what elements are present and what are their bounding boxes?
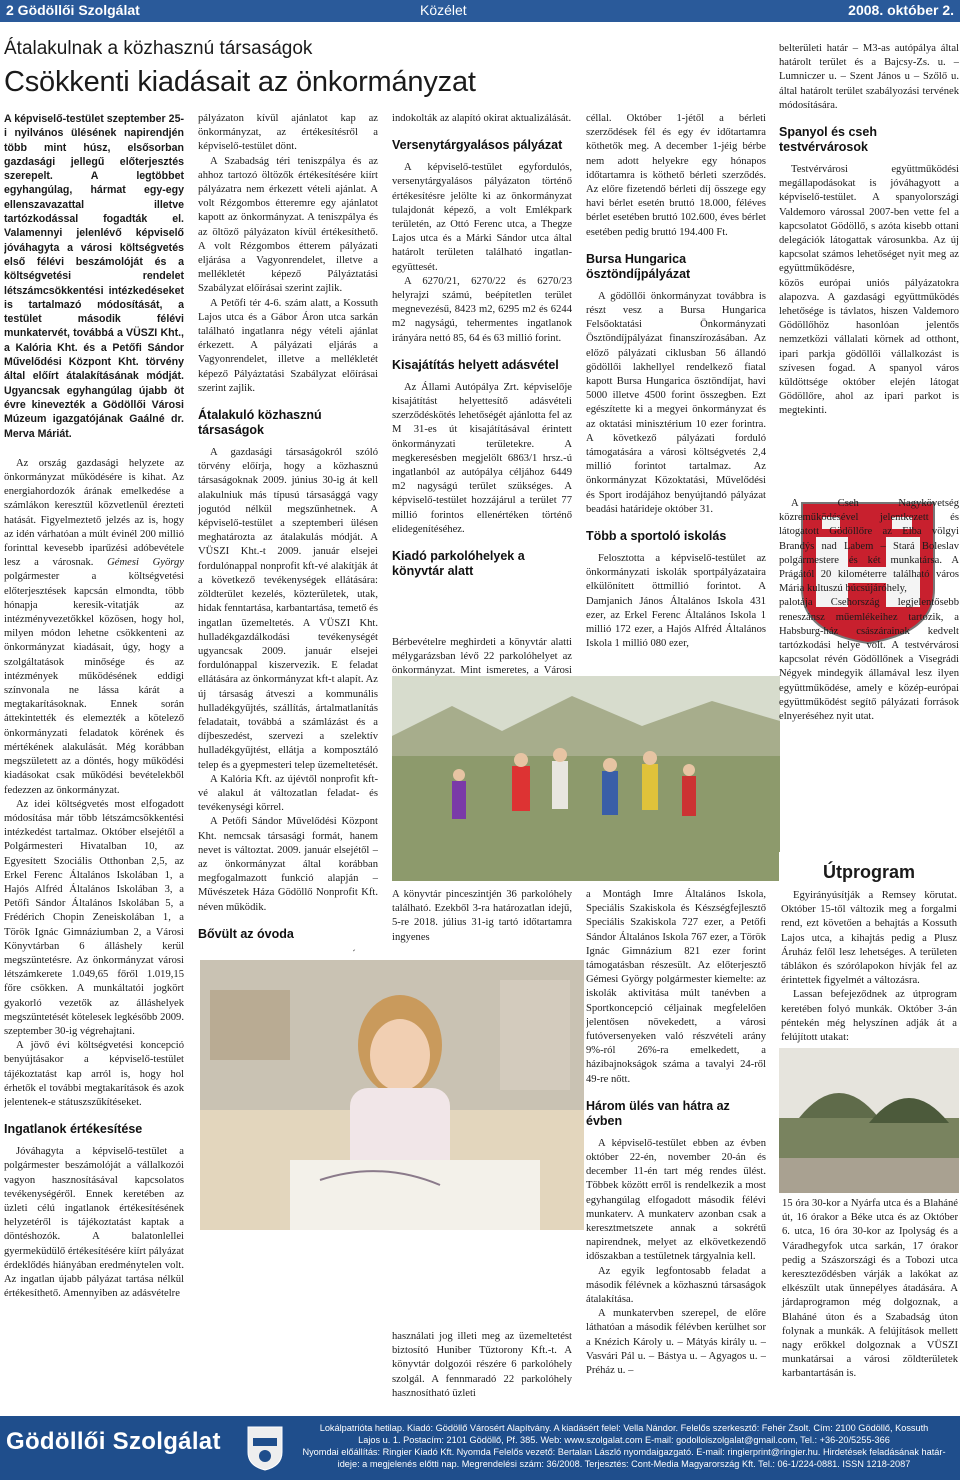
paragraph: A gödöllői önkormányzat továbbra is részt vesz a Bursa Hungarica Felsőoktatási Önkormányzati Ösztöndíjpályázat finanszírozásában. Az előző pályázati ciklusban 56 állandó gödöllői lakhellyel rendelkező fiatal kapott Bursa Hungarica ösztöndíjat, havi 5000 illetve 4500 forint összegben. Ezt egészítette ki a megyei önkormányzat és az oktatási minisztérium 10 ezer forintra. A következő pályázati forduló támogatására a városi költségvetés 2,4 millió forintot tartalmaz. Az önkormányzat Közoktatási, Művelődési és Sport irodájához benyújtandó pályázat beadási határideje október 31. [586,290,766,515]
section-name: Közélet [420,2,467,18]
paragraph: A 6270/21, 6270/22 és 6270/23 helyrajzi számú, beépítetlen terület megnevezésű, 8423 m2, 6295 m2 és 6244 m2 nagyságú, tehermentes ingatlanok irányára nettó 85, 64 és 63 millió forint. [392,275,572,344]
article-kicker: Átalakulnak a közhasznú társaságok [4,38,313,59]
page-header-bar [0,0,960,22]
paragraph: Testvérvárosi együttműködési megállapodásokat is jóváhagyott a képviselő-testület. A spanyolországi Valdemoro várossal 2007-ben vette fel a kapcsolatot Gödöllő, s azóta kisebb ottani delegációk látogattak városunkba. Az új kapcsolat számos lehetőséget nyit meg az együttműködésre, [779,164,959,275]
subheading: Ingatlanok értékesítése [4,1122,143,1137]
paragraph: A könyvtár pinceszintjén 36 parkolóhely található. Ezekből 3-ra határozatlan idejű, 5-re 2018. július 31-ig tartó időtartamra ingyenes [392,889,572,943]
paragraph: belterületi határ – M3-as autópálya által határolt terület és a Bajcsy-Zs. u. – Lumniczer u. – Szent János u – Szőlő u. által határolt terület szabályozási tervének módosítására. [779,43,959,111]
column-5-lower [779,497,959,857]
paragraph: A képviselő-testület ebben az évben október 22-én, november 20-án és december 11-én tart még rendes ülést. Többek között erről is rendelkezik a most egyhangúlag elfogadott második félévi munkaterv. A munkaterv azonban csak a keresztmetszete annak a sokrétű napirendnek, melyet az elkövetkezendő időszakban a testületnek tárgyalnia kell. [586,1137,766,1263]
column-4 [586,112,766,676]
paragraph: használati jog illeti meg az üzemeltetést biztosító Huniber Tűztorony Kft.-t. A könyvtár dolgozói részére 6 parkolóhely szolgál. A fennmaradó 22 parkolóhely hasznosítható üzleti [392,1331,572,1399]
imprint-line-3: Nyomdai előállítás: Ringier Kiadó Kft. Nyomda Felelős vezető: Bertalan László nyomdaigazgató. E-mail: ringierprint@ringier.hu. Hirdetések feladásának határ- [302,1447,946,1457]
paragraph: A Petőfi Sándor Művelődési Központ Kht. nemcsak társasági formát, hanem nevet is változtat. 2009. január elsejétől – az önkormányzat által korábban megfogalmazott funkció alapján – Művészetek Háza Gödöllő Nonprofit Kft. néven működik. [198,816,378,913]
paragraph: Az ország gazdasági helyzete az önkormányzat működésére is kihat. Az energiahordozók árának emelkedése a számlákon keresztül közvetlenül érezteti hatását. Figyelmeztető jelzés az is, hogy az idén várhatóan a múlt évinél 200 millió forinttal kevesebb iparűzési adóbevétele lesz a városnak. Gémesi György polgármester a költségvetési előterjesztések kapcsán elmondta, több hónapja keresik-vitatják az intézményvezetőkkel közösen, hogy hol, milyen módon lehetne csökkenteni az önkormányzat kiadásait, úgy, hogy a szolgáltatások minősége és az intézmények működésének eddigi színvonala ne lássa kárát a megtakarításoknak. Ennek során áttekintették és elemezték a kötelező önkormányzati feladatok körének és mértékének alakulását. Még korábban megszületett az a döntés, hogy működési kiadásokat csak működési bevételekből fedezzen az önkormányzat. [4,457,184,796]
paragraph: Lassan befejeződnek az útprogram keretében folyó munkák. Október 3-án péntekén még helyszínen adják át a felújított utakat: [781,989,957,1044]
paragraph: A képviselő-testület egyfordulós, versenytárgyalásos pályázaton történő értékesítésre jelölte ki az önkormányzat tulajdonát képező, a volt Emlékpark területén, az Ottó Ferenc utca, a Thegze Lajos utca és a Márki Sándor utca által határolt területen található ingatlan-együttesét. [392,162,572,273]
imprint-line-4: ideje: a megjelenés előtti nap. Megrendelési szám: 36/2008. Terjesztés: Cont-Media Magyarország Kft. Tel.: 06-1/224-0881. ISSN 1218-2087 [337,1459,911,1469]
paragraph: Egyirányúsítják a Remsey körutat. Október 15-től változik meg a forgalmi rend, ezt követően a behajtás a Kossuth Lajos utca, a kihajtás pedig a Plusz Áruház felől lesz lehetséges. A területen táblákon és szórólapokon hívják fel az érintettek figyelmét a változásra. [781,890,957,987]
paragraph: Az idei költségvetés most elfogadott módosítása már több létszámcsökkentési intézkedést tartalmaz. Október elsejétől a Polgármesteri Hivatalban 10, az Egyesített Szociális Otthonban 2,5, az Erkel Ferenc Általános Iskolában 1, a Hajós Alfréd Általános Iskolában 3, a Petőfi Sándor Általános Iskolában 5, a Frédérich Chopin Zeneiskolában 1, a Török Ignác Gimnáziumban 2, a Városi Könyvtárban 6 álláshely kerül megszüntetésre. Az önkormányzat városi létszámkerete 1.049,65 főről 1.019,15 főre csökken. A munkáltatói jogkört gyakorló vezetők az álláshelyek megszüntetését kötelesek legkésőbb 2009. szeptember 30-ig végrehajtani. [4,798,184,1037]
subheading: Kisajátítás helyett adásvétel [392,357,559,372]
paragraph: Az egyik legfontosabb feladat a második félévnek a közhasznú társaságok átalakítása. [586,1265,766,1306]
paragraph: Az Állami Autópálya Zrt. képviselője kisajátítást helyettesítő adásvételi szerződéskötés lehetőségét ajánlotta fel az M 31-es út kisajátításával érintett önkormányzati területekre. A megkeresésben megjelölt 6863/1 hrsz.-ú ingatlanból az autópálya céljához 6449 m2 nagyságú terület szükséges. A képviselő-testület hozzájárul a terület 77 millió forintos ellenértéken történő elidegenítéséhez. [392,381,572,535]
paragraph: Jóváhagyta a képviselő-testület a polgármester beszámolóját a vállalkozói vagyon hasznosításával kapcsolatos tevékenységéről. Ennek keretében az üzleti célú ingatlanok értékesítésének helyzetéről is tájékoztatást kaptak a döntéshozók. A balatonlellei gyermeküdülő értékesítésére kiírt pályázat érdeklődés hiányában eredménytelen volt. Az ingatlan újabb pályázat tartása nélkül értékesíthető. Amennyiben az adásvételre [4,1146,184,1300]
paragraph: Felosztotta a képviselő-testület az önkormányzati iskolák sportpályázataira elkülönített öttmillió forintot. A Damjanich János Általános Iskola 431 ezer, az Erkel Ferenc Általános Iskola 1 millió 172 ezer, a Hajós Alfréd Általános Iskola 1 millió 080 ezer, [586,553,766,650]
imprint-line-2: Lajos u. 1. Postacím: 2101 Gödöllő, Pf. 385. Web: www.szolgalat.com E-mail: godolloiszolgalat@gmail.com, Tel.: +36-20/5255-366 [358,1435,890,1445]
paragraph: A Cseh Nagykövetség közreműködésével jelentkezett és látogatott Gödöllőre az Elba völgyi Brandýs nad Labem – Stará Boleslav polgármestere és két munkatársa. A Prágától 20 kilométerre található város Mária kultuszú búcsújáróhely, [779,498,959,595]
column-5 [779,42,959,497]
article-headline: Csökkenti kiadásait az önkormányzat [4,66,476,98]
paragraph: A Szabadság téri teniszpálya és az ahhoz tartozó öltözők értékesítésére kiírt pályázatra nem érkezett vételi ajánlat. A volt Rézgombos étteremre egy ajánlatot kapott az önkormányzat. A teniszpálya és az öltöző pályázaton kívül értékesíthető. A volt Rézgombos étterem pályázati eljárása a Vagyonrendelet, illetve a mellékletét képező Pályáztatási Szabályzat előírásai szerint zajlik. [198,155,378,295]
paragraph: a Montágh Imre Általános Iskola, Speciális Szakiskola és Készségfejlesztő Speciális Szakiskola 727 ezer, a Petőfi Sándor Általános Iskola 767 ezer, a Török Ignác Gimnázium 821 ezer forint támogatásban részesült. Az előterjesztő Gémesi György polgármester kiemelte: az iskolák aktivitása múlt tanévben a Sportkoncepció céljainak megfelelően jelentősen növekedett, a városi futóversenyeken való részvételi arány 9%-ról 26%-ra emelkedett, a házibajnokságok száma a tavalyi 24-ről 49-re nőtt. [586,889,766,1085]
photo-illustration [392,676,780,881]
paragraph: A Kalória Kft. az újévtől nonprofit kft-vé alakul át változatlan feladat- és tevékenységi körrel. [198,773,378,814]
subheading: Spanyol és cseh testvérvárosok [779,125,877,155]
paragraph: indokolták az alapító okirat aktualizálását. [392,113,572,124]
subheading: Kiadó parkolóhelyek a könyvtár alatt [392,549,525,579]
photo-roadworks [779,1048,959,1193]
subheading: Bővült az óvoda [198,926,294,941]
subheading: Átalakuló közhasznú társaságok [198,408,322,438]
imprint-text [292,1422,956,1470]
imprint-line-1: Lokálpatrióta hetilap. Kiadó: Gödöllő Városért Alapítvány. A kiadásért felel: Vella Nándor. Felelős szerkesztő: Fehér Zsolt. Cím: 2100 Gödöllő, Kossuth [319,1423,929,1433]
photo-illustration [779,1048,959,1193]
masthead-footer [0,1416,960,1480]
town-crest-icon [245,1424,285,1472]
paragraph: A gazdasági társaságokról szóló törvény előírja, hogy a közhasznú társaságoknak 2009. június 30-ig át kell alakulniuk más típusú társasággá vagy jogutód nélkül megszűnhetnek. A képviselő-testület a szeptemberi ülésen meghatározta az átalakulás módját. A VÜSZI Kht.-t 2009. január elsejei fordulónappal nonprofit kft-vé alakítják át a következő tevékenységek ellátására: zöldterület kezelés, közterületek, utak, hidak fenntartása, karbantartása, temető és ingatlan üzemeltetés. A VÜSZI Kht. hulladékgazdálkodási tevékenységét ugyancsak 2009. január elsejei fordulónappal kiszervezik. E feladat ellátására az önkormányzat kft-t alapít. Az új társaság átveszi a kommunális hulladékgyűjtés, szállítás, ártalmatlanítás feladatait, továbbá a számlázást és a díjbeszedést, szervezi a szelektív hulladékgyűjtést, ellátja a komposztáló telep és a gyepmesteri telep üzemeltetését. [198,447,378,771]
paragraph: pályázaton kívül ajánlatot kap az önkormányzat, az értékesítésről a képviselő-testület dönt. [198,113,378,153]
roadworks-caption: 15 óra 30-kor a Nyárfa utca és a Blaháné út, 16 órakor a Béke utca és az Október 6. utca, 16 óra 30-kor az Ipolyság és a Váradhegyfok utca sarkán, 17 órakor pedig a Szászországi és a Tobozi utca kereszteződésben várják a lakókat az elkészült utak ünnepélyes átadására. A járdaprogramon még dolgoznak, a Blaháné úton és a Szabadság úton folynak a munkák. A felújítások mellett nagy erőkkel dolgoznak a VÜSZI munkatársai a városi zöldterületek karbantartásán is. [782,1198,958,1380]
column-2 [198,112,378,952]
paragraph: A jövő évi költségvetési koncepció benyújtásakor a képviselő-testület tájékoztatást kap arról is, hogy hol érhetők el további megtakarítások és azok jelentenek-e státuszszűkítéseket. [4,1040,184,1108]
column-1 [4,112,184,1407]
column-4-lower [586,888,766,1408]
article-lead: A képviselő-testület szeptember 25-i nyilvános ülésének napirendjén több mint húsz, elsősorban gazdasági jellegű előterjesztés szerepelt. A legtöbbet egyhangúlag, hármat egy-egy ellenszavazattal illetve tartózkodással fogadták el. Valamennyi jelenlévő képviselő jóváhagyta a városi költségvetés első félévi beszámolóját és a költségvetési rendelet létszámcsökkentési intézkedéseket is tartalmazó módosítását, a testület második félévi munkatervét, továbbá a VÜSZI Kht., a Kalória Kht. és a Petőfi Sándor Művelődési Központ Kht. törvény által előírt átalakításának módját. Ugyancsak egyhangúlag újabb öt évre kinevezték a Gödöllői Városi Múzeum igazgatójának Gaálné dr. Merva Máriát. [4,113,184,440]
column-3-bottom [392,1330,572,1408]
paragraph: céllal. Október 1-jétől a bérleti szerződések fél és egy év időtartamra köthetők meg. A december 1-jéig bérbe nem adott helyekre egy hónapos időtartamra is köthető bérleti szerződés. Az előre fizetendő bérleti díj összege egy havi bérlet esetén bruttó 18.000, féléves bérlet esetében bruttó 102.600, éves bérlet esetében pedig bruttó 194.400 Ft. [586,113,766,238]
paragraph: közös európai uniós pályázatokra alapozva. A gazdasági együttműködés lehetősége is távlatos, hiszen Valdemoro Gödöllőhöz hasonlóan jelentős nemzetközi vállalati körnek ad otthont, ipari parkja gödöllői vállalkozást is szívesen fogad. A spanyol város küldöttsége október elején látogat Gödöllőre, ahol az ipari parkot is megtekinti. [779,277,959,417]
column-3-wrap [392,636,572,676]
person-name: Gémesi György [107,557,184,569]
subheading: Bursa Hungarica ösztöndíjpályázat [586,251,691,281]
utprogram-box [779,852,959,1052]
paragraph: A Petőfi tér 4-6. szám alatt, a Kossuth Lajos utca és a Gábor Áron utca sarkán található ingatlanra négy vételi ajánlat érkezett. A pályázati eljárás a Vagyonrendelet, illetve a mellékletét képező Pályáztatási Szabályzat előírásai szerint zajlik. [198,297,378,394]
utprogram-text [781,889,957,1045]
paragraph: palotája Csehország legjelentősebb reneszánsz műemlékeihez tartozik, a Habsburg-ház császárainak kedvelt tartózkodási helye volt. A testvérvárosi kapcsolat révén Gödöllőnek a Visegrádi Négyek mindegyik államával lesz ilyen együttműködése, amely e közép-európai együttműködést segítő pályázati források elnyeréséhez nyit utat. [779,597,959,723]
paper-logo: Gödöllői Szolgálat [6,1428,221,1455]
utprogram-title: Útprogram [822,862,915,882]
paper-name-page-number: 2 Gödöllői Szolgálat [6,2,140,18]
subheading: Három ülés van hátra az évben [586,1098,730,1128]
paragraph: Bérbevételre meghirdeti a könyvtár alatti mélygarázsban lévő 22 parkolóhelyet az önkormányzat. Mint ismeretes, a Városi [392,637,572,676]
photo-running-race [392,676,780,881]
subheading: Versenytárgyalásos pályázat [392,138,563,153]
issue-date: 2008. október 2. [848,2,954,18]
paragraph: A munkatervben szerepel, de előre láthatóan a második félévben kerülhet sor a Knézich Károly u. – Mátyás király u. – Vasvári Pál u. – Bástya u. – Agyagos u. – Préház u. – [586,1308,766,1377]
paragraph [198,950,378,952]
subheading: Több a sportoló iskolás [586,529,727,544]
column-3 [392,112,572,676]
